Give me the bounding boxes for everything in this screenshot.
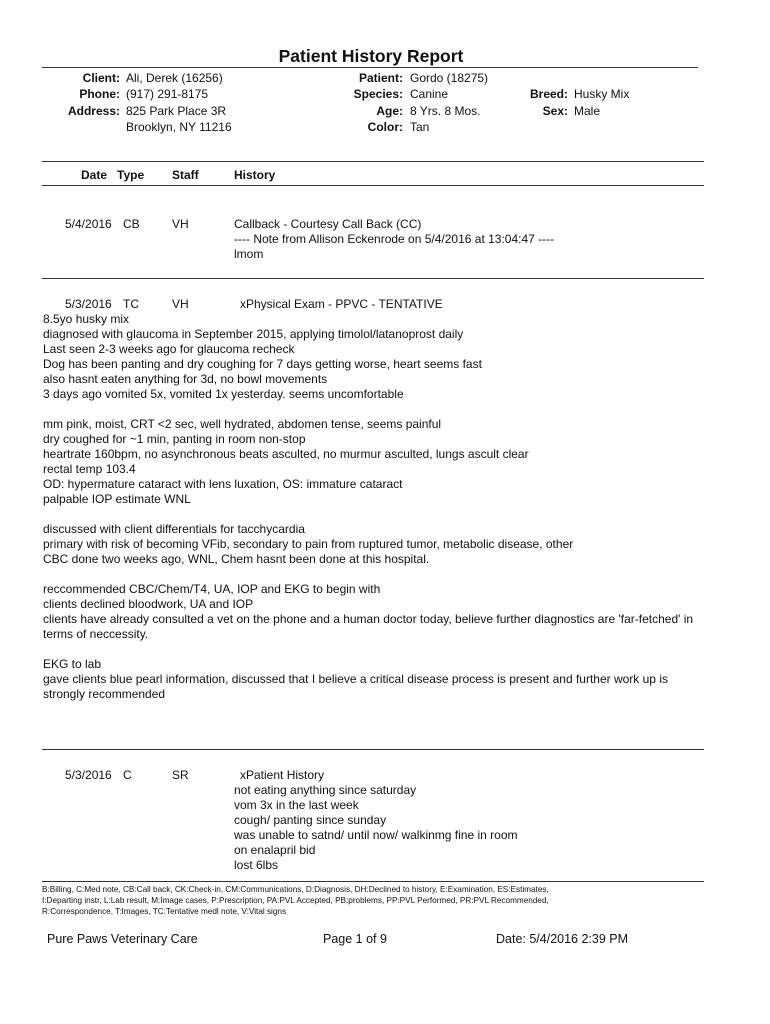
entry-history-line: dry coughed for ~1 min, panting in room non-stop bbox=[43, 432, 306, 446]
entry-history-line: reccommended CBC/Chem/T4, UA, IOP and EKG to begin with bbox=[43, 582, 381, 596]
entry-history-line: on enalapril bid bbox=[234, 843, 316, 857]
legend-divider bbox=[42, 881, 704, 882]
entry-history-line bbox=[43, 402, 733, 417]
entry-history-line: cough/ panting since sunday bbox=[234, 813, 387, 827]
entry-heading: xPhysical Exam - PPVC - TENTATIVE bbox=[240, 297, 443, 311]
patient-label: Patient: bbox=[358, 71, 403, 85]
entry-divider bbox=[42, 278, 704, 279]
entry-history-line: lost 6lbs bbox=[234, 858, 279, 872]
entry-history-line: primary with risk of becoming VFib, secondary to pain from ruptured tumor, metabolic disease, other bbox=[43, 537, 574, 551]
entry-history-line: lmom bbox=[234, 247, 264, 261]
entry-date: 5/4/2016 bbox=[65, 217, 112, 231]
color-label: Color: bbox=[367, 120, 403, 134]
client-value: Ali, Derek (16256) bbox=[126, 71, 223, 85]
column-history: History bbox=[234, 168, 276, 182]
entry-history-line: heartrate 160bpm, no asynchronous beats asculted, no murmur asculted, lungs ascult clear bbox=[43, 447, 529, 461]
legend-line: I:Departing instr, L:Lab result, M:Image cases, P:Prescription, PA:PVL Accepted, PB:problems, PP:PVL Performed, PR:PVL Recommended, bbox=[42, 896, 549, 905]
entry-history-line: strongly recommended bbox=[43, 687, 166, 701]
entry-history-line: OD: hypermature cataract with lens luxation, OS: immature cataract bbox=[43, 477, 403, 491]
entry-history-line: Dog has been panting and dry coughing for 7 days getting worse, heart seems fast bbox=[43, 357, 482, 371]
entry-type: CB bbox=[123, 217, 140, 231]
patient-value: Gordo (18275) bbox=[410, 71, 489, 85]
entry-history-line: ---- Note from Allison Eckenrode on 5/4/2016 at 13:04:47 ---- bbox=[234, 232, 555, 246]
entry-history-line: gave clients blue pearl information, discussed that I believe a critical disease process is present and further work up is bbox=[43, 672, 668, 686]
entry-staff: VH bbox=[172, 297, 189, 311]
entry-history-line: 8.5yo husky mix bbox=[43, 312, 130, 326]
entry-history-line: diagnosed with glaucoma in September 2015, applying timolol/latanoprost daily bbox=[43, 327, 464, 341]
legend-line: R:Correspondence, T:Images, TC:Tentative medl note, V:Vital signs bbox=[42, 907, 287, 916]
entry-history-line: Last seen 2-3 weeks ago for glaucoma recheck bbox=[43, 342, 295, 356]
entry-history-line: Callback - Courtesy Call Back (CC) bbox=[234, 217, 422, 231]
entry-divider bbox=[42, 749, 704, 750]
color-value: Tan bbox=[410, 120, 430, 134]
column-date: Date bbox=[81, 168, 108, 182]
entry-type: C bbox=[123, 768, 132, 782]
entry-staff: SR bbox=[172, 768, 189, 782]
entry-history-line: vom 3x in the last week bbox=[234, 798, 359, 812]
entry-history-line: discussed with client differentials for tacchycardia bbox=[43, 522, 305, 536]
sex-label: Sex: bbox=[542, 104, 568, 118]
breed-value: Husky Mix bbox=[574, 87, 630, 101]
entry-staff: VH bbox=[172, 217, 189, 231]
footer-page: Page 1 of 9 bbox=[323, 932, 387, 946]
entry-date: 5/3/2016 bbox=[65, 768, 112, 782]
header-top-divider bbox=[42, 161, 704, 162]
title-divider bbox=[42, 67, 698, 68]
species-value: Canine bbox=[410, 87, 449, 101]
sex-value: Male bbox=[574, 104, 601, 118]
legend-line: B:Billing, C:Med note, CB:Call back, CK:Check-in, CM:Communications, D:Diagnosis, DH:Declined to history, E:Examination, ES:Estimates, bbox=[42, 885, 549, 894]
species-label: Species: bbox=[353, 87, 403, 101]
report-title: Patient History Report bbox=[278, 46, 464, 66]
entry-history-line: terms of neccessity. bbox=[43, 627, 149, 641]
footer-date: Date: 5/4/2016 2:39 PM bbox=[496, 932, 629, 946]
age-label: Age: bbox=[376, 104, 403, 118]
header-bottom-divider bbox=[42, 185, 704, 186]
column-type: Type bbox=[117, 168, 145, 182]
entry-history-line: also hasnt eaten anything for 3d, no bowl movements bbox=[43, 372, 328, 386]
entry-history-body bbox=[234, 783, 714, 873]
entry-history-line: CBC done two weeks ago, WNL, Chem hasnt been done at this hospital. bbox=[43, 552, 430, 566]
client-label: Client: bbox=[82, 71, 120, 85]
entry-history-line: was unable to satnd/ until now/ walkinmg fine in room bbox=[234, 828, 518, 842]
entry-history-line: EKG to lab bbox=[43, 657, 102, 671]
age-value: 8 Yrs. 8 Mos. bbox=[410, 104, 481, 118]
breed-label: Breed: bbox=[529, 87, 568, 101]
entry-history-line: rectal temp 103.4 bbox=[43, 462, 136, 476]
column-staff: Staff bbox=[172, 168, 199, 182]
entry-history-line bbox=[43, 567, 733, 582]
entry-history-line bbox=[43, 642, 733, 657]
entry-heading: xPatient History bbox=[240, 768, 325, 782]
entry-date: 5/3/2016 bbox=[65, 297, 112, 311]
entry-type: TC bbox=[123, 297, 139, 311]
entry-history-line: clients declined bloodwork, UA and IOP bbox=[43, 597, 254, 611]
address-label: Address: bbox=[67, 104, 120, 118]
entry-history-line: clients have already consulted a vet on the phone and a human doctor today, believe further diagnostics are 'far-fetched' in bbox=[43, 612, 694, 626]
phone-label: Phone: bbox=[79, 87, 120, 101]
address-line1: 825 Park Place 3R bbox=[126, 104, 227, 118]
entry-history-line: palpable IOP estimate WNL bbox=[43, 492, 191, 506]
entry-history-line: mm pink, moist, CRT <2 sec, well hydrated, abdomen tense, seems painful bbox=[43, 417, 442, 431]
entry-history-line bbox=[43, 507, 733, 522]
entry-history-line: 3 days ago vomited 5x, vomited 1x yesterday. seems uncomfortable bbox=[43, 387, 404, 401]
entry-history-body bbox=[43, 312, 733, 702]
footer-clinic: Pure Paws Veterinary Care bbox=[47, 932, 198, 946]
type-legend bbox=[42, 884, 549, 917]
address-line2: Brooklyn, NY 11216 bbox=[126, 120, 232, 134]
phone-value: (917) 291-8175 bbox=[126, 87, 209, 101]
entry-history-line: not eating anything since saturday bbox=[234, 783, 417, 797]
